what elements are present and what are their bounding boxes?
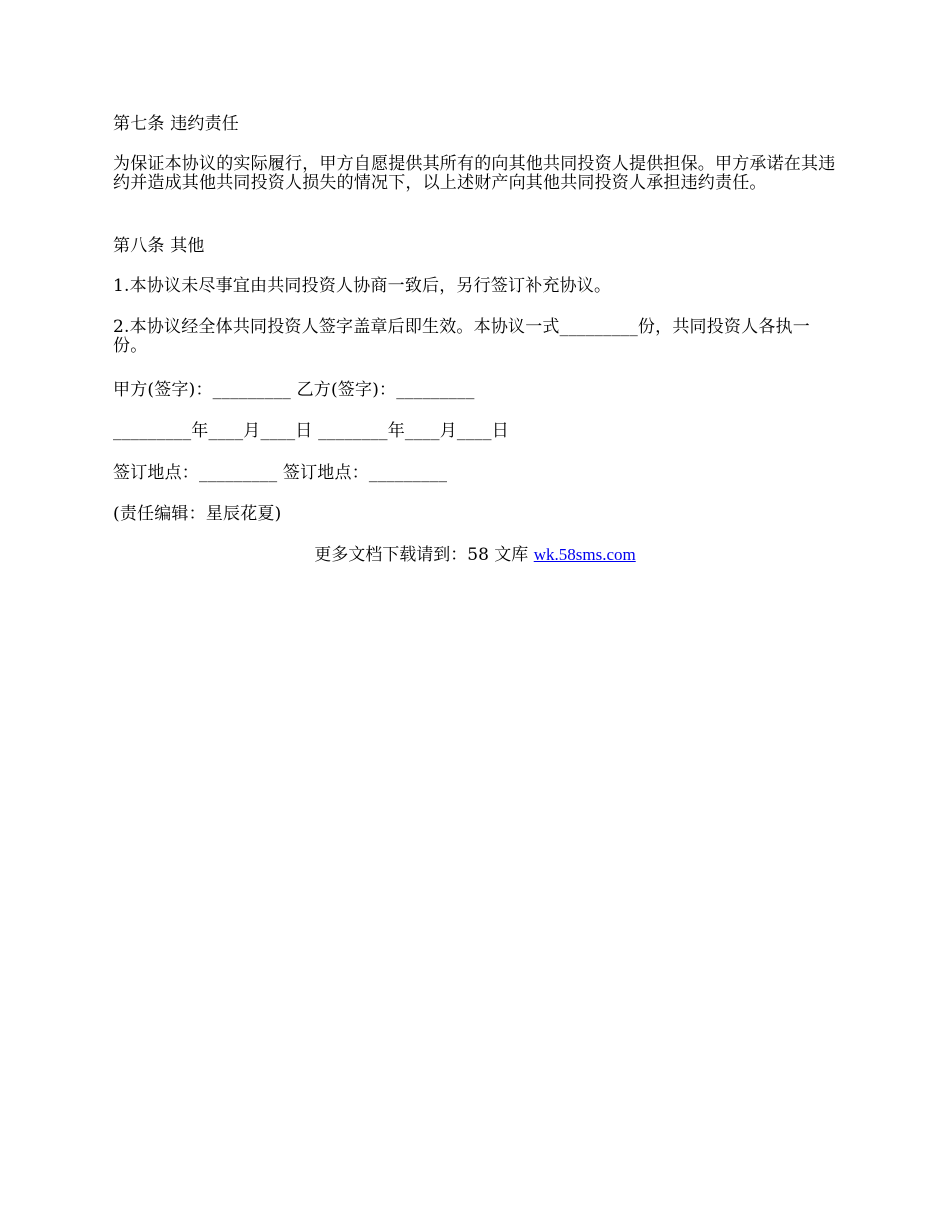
article-7-heading: 第七条 违约责任 (113, 114, 240, 134)
signature-line: 甲方(签字)：_________ 乙方(签字)：_________ (113, 380, 475, 400)
article-7-body: 为保证本协议的实际履行，甲方自愿提供其所有的向其他共同投资人提供担保。甲方承诺在其违约并造成其他共同投资人损失的情况下，以上述财产向其他共同投资人承担违约责任。 (113, 154, 836, 193)
clause-1: 1.本协议未尽事宜由共同投资人协商一致后，另行签订补充协议。 (113, 276, 612, 296)
footer (0, 545, 950, 565)
clause-2: 2.本协议经全体共同投资人签字盖章后即生效。本协议一式_________份，共同投资人各执一份。 (113, 317, 810, 356)
footer-link[interactable]: wk.58sms.com (533, 545, 636, 564)
editor-credit: (责任编辑：星辰花夏) (113, 504, 282, 524)
footer-prefix: 更多文档下载请到：58 文库 (314, 545, 534, 565)
signing-place-line: 签订地点：_________ 签订地点：_________ (113, 463, 448, 483)
date-line: _________年____月____日 ________年____月____日 (113, 421, 509, 441)
article-8-heading: 第八条 其他 (113, 236, 205, 256)
